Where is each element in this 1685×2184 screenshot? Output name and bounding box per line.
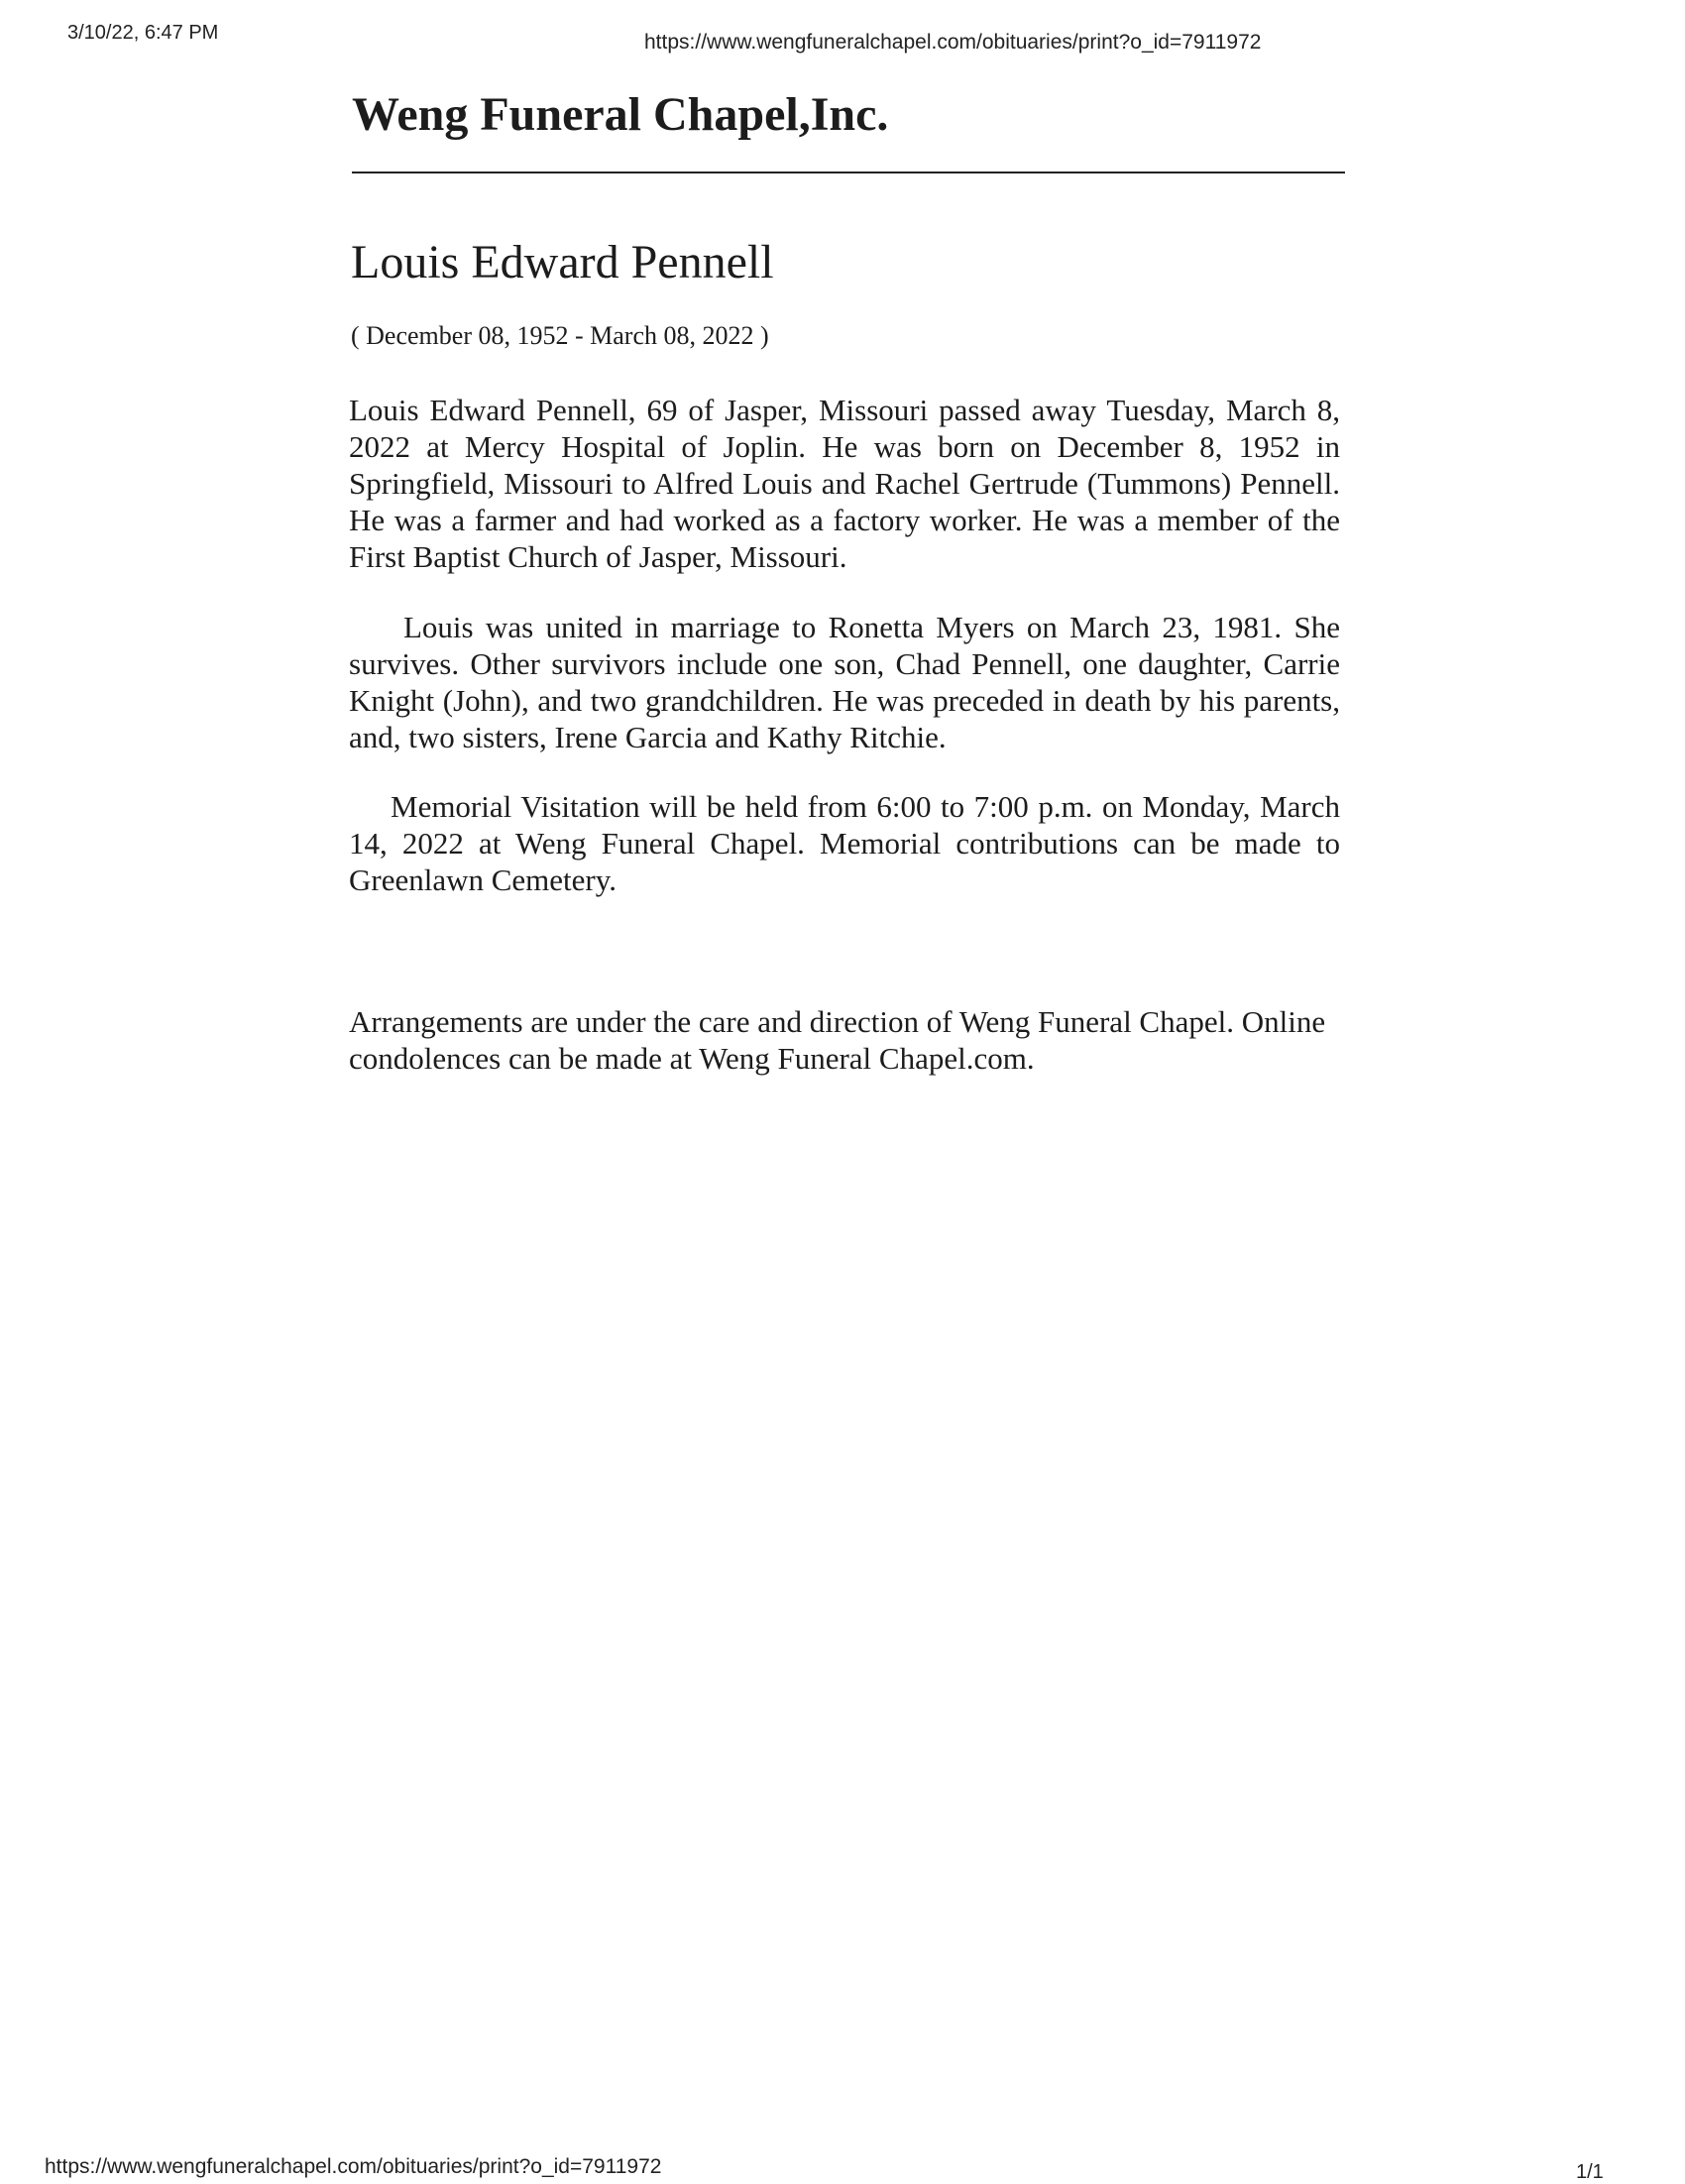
funeral-home-name: Weng Funeral Chapel,Inc. [352, 88, 889, 141]
obituary-dates: ( December 08, 1952 - March 08, 2022 ) [351, 321, 769, 350]
page-number: 1/1 [1576, 2161, 1604, 2183]
obituary-paragraph-visitation: Memorial Visitation will be held from 6:00 to 7:00 p.m. on Monday, March 14, 2022 at Weng Funeral Chapel. Memorial contributions can be made to Greenlawn Cemetery. [349, 789, 1340, 897]
obituary-paragraph-arrangements: Arrangements are under the care and direction of Weng Funeral Chapel. Online condolences can be made at Weng Funeral Chapel.com. [349, 1004, 1326, 1076]
print-footer-url: https://www.wengfuneralchapel.com/obituaries/print?o_id=7911972 [45, 2155, 662, 2178]
obituary-paragraph-bio: Louis Edward Pennell, 69 of Jasper, Missouri passed away Tuesday, March 8, 2022 at Mercy Hospital of Joplin. He was born on December 8, 1952 in Springfield, Missouri to Alfred Louis and Rachel Gertrude (Tummons) Pennell. He was a farmer and had worked as a factory worker. He was a member of the First Baptist Church of Jasper, Missouri. [349, 393, 1340, 574]
print-timestamp: 3/10/22, 6:47 PM [67, 22, 219, 44]
header-divider [352, 172, 1345, 173]
obituary-name: Louis Edward Pennell [351, 236, 774, 288]
print-header-url: https://www.wengfuneralchapel.com/obituaries/print?o_id=7911972 [644, 31, 1262, 54]
obituary-paragraph-family: Louis was united in marriage to Ronetta Myers on March 23, 1981. She survives. Other survivors include one son, Chad Pennell, one daughter, Carrie Knight (John), and two grandchildren. He was preceded in death by his parents, and, two sisters, Irene Garcia and Kathy Ritchie. [349, 610, 1340, 754]
